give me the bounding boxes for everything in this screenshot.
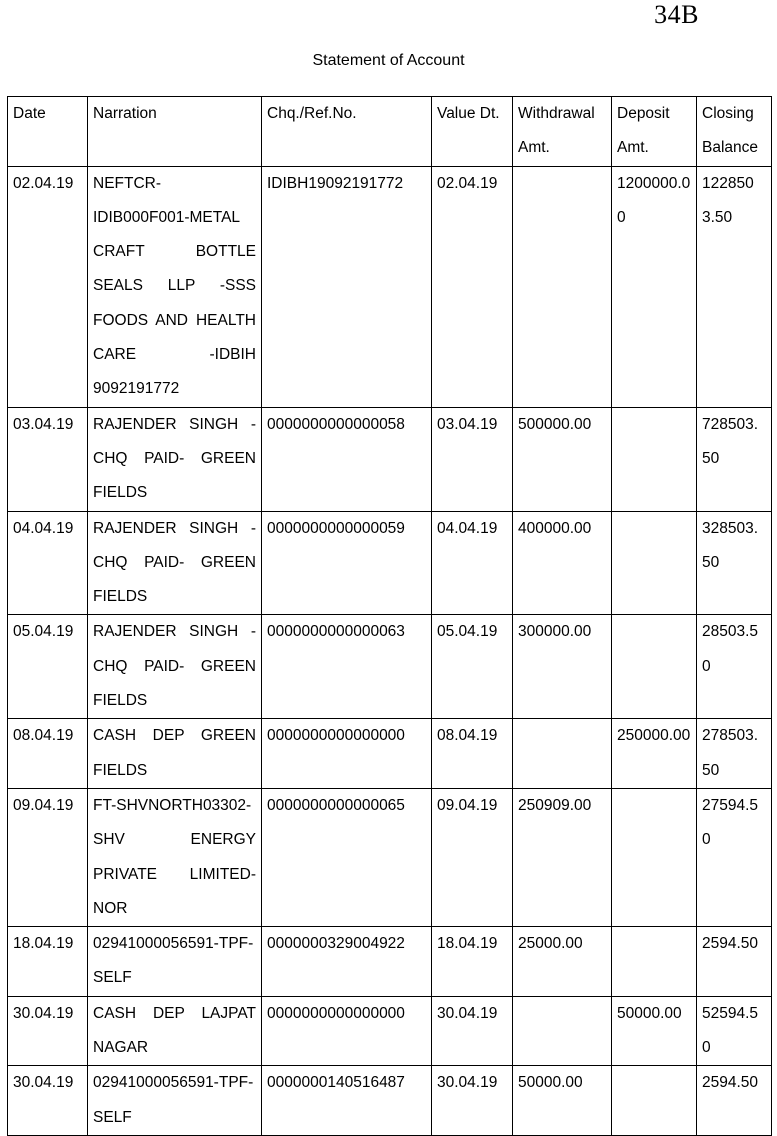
header-value-date: Value Dt. [432,97,513,167]
cell-value-date: 04.04.19 [432,511,513,615]
cell-balance: 2594.50 [697,927,772,997]
cell-narration: 02941000056591-TPF-SELF [88,1066,262,1136]
cell-value-date: 18.04.19 [432,927,513,997]
table-row [8,615,772,719]
cell-date: 05.04.19 [8,615,88,719]
cell-narration: CASH DEP GREEN FIELDS [88,719,262,789]
cell-withdrawal: 50000.00 [513,1066,612,1136]
cell-withdrawal [513,166,612,407]
header-narration: Narration [88,97,262,167]
cell-withdrawal [513,996,612,1066]
cell-deposit [612,407,697,511]
cell-date: 04.04.19 [8,511,88,615]
cell-deposit: 250000.00 [612,719,697,789]
cell-deposit [612,615,697,719]
header-ref: Chq./Ref.No. [262,97,432,167]
cell-ref: IDIBH19092191772 [262,166,432,407]
header-deposit: Deposit Amt. [612,97,697,167]
cell-ref: 0000000140516487 [262,1066,432,1136]
cell-balance: 28503.50 [697,615,772,719]
cell-date: 08.04.19 [8,719,88,789]
cell-value-date: 30.04.19 [432,996,513,1066]
table-row [8,788,772,926]
cell-withdrawal [513,719,612,789]
cell-withdrawal: 300000.00 [513,615,612,719]
statement-title: Statement of Account [312,52,465,69]
cell-narration: 02941000056591-TPF-SELF [88,927,262,997]
table-row [8,996,772,1066]
cell-value-date: 09.04.19 [432,788,513,926]
cell-ref: 0000000000000000 [262,719,432,789]
cell-balance: 52594.50 [697,996,772,1066]
table-row [8,407,772,511]
statement-table [7,96,772,1136]
cell-value-date: 30.04.19 [432,1066,513,1136]
cell-withdrawal: 400000.00 [513,511,612,615]
cell-deposit: 50000.00 [612,996,697,1066]
cell-value-date: 05.04.19 [432,615,513,719]
cell-narration: CASH DEP LAJPAT NAGAR [88,996,262,1066]
cell-value-date: 02.04.19 [432,166,513,407]
cell-deposit [612,1066,697,1136]
cell-ref: 0000000000000000 [262,996,432,1066]
cell-date: 30.04.19 [8,1066,88,1136]
cell-balance: 2594.50 [697,1066,772,1136]
cell-date: 03.04.19 [8,407,88,511]
cell-ref: 0000000329004922 [262,927,432,997]
cell-narration: RAJENDER SINGH - CHQ PAID- GREEN FIELDS [88,511,262,615]
cell-narration: FT-SHVNORTH03302-SHV ENERGY PRIVATE LIMITED-NOR [88,788,262,926]
cell-value-date: 03.04.19 [432,407,513,511]
cell-balance: 1228503.50 [697,166,772,407]
cell-balance: 278503.50 [697,719,772,789]
cell-date: 30.04.19 [8,996,88,1066]
cell-narration: NEFTCR-IDIB000F001-METAL CRAFT BOTTLE SEALS LLP -SSS FOODS AND HEALTH CARE -IDBIH 9092191772 [88,166,262,407]
table-row [8,511,772,615]
cell-date: 09.04.19 [8,788,88,926]
cell-ref: 0000000000000063 [262,615,432,719]
cell-withdrawal: 250909.00 [513,788,612,926]
cell-ref: 0000000000000059 [262,511,432,615]
cell-ref: 0000000000000065 [262,788,432,926]
table-row [8,166,772,407]
cell-deposit [612,788,697,926]
cell-narration: RAJENDER SINGH - CHQ PAID- GREEN FIELDS [88,615,262,719]
cell-withdrawal: 25000.00 [513,927,612,997]
cell-deposit [612,927,697,997]
cell-balance: 728503.50 [697,407,772,511]
table-row [8,1066,772,1136]
header-date: Date [8,97,88,167]
cell-deposit [612,511,697,615]
page-number: 34B [654,0,699,29]
header-withdrawal: Withdrawal Amt. [513,97,612,167]
table-row [8,719,772,789]
cell-withdrawal: 500000.00 [513,407,612,511]
cell-narration: RAJENDER SINGH - CHQ PAID- GREEN FIELDS [88,407,262,511]
table-row [8,927,772,997]
cell-date: 02.04.19 [8,166,88,407]
cell-value-date: 08.04.19 [432,719,513,789]
header-balance: Closing Balance [697,97,772,167]
cell-deposit: 1200000.00 [612,166,697,407]
header-row [8,97,772,167]
cell-ref: 0000000000000058 [262,407,432,511]
cell-balance: 328503.50 [697,511,772,615]
cell-date: 18.04.19 [8,927,88,997]
cell-balance: 27594.50 [697,788,772,926]
